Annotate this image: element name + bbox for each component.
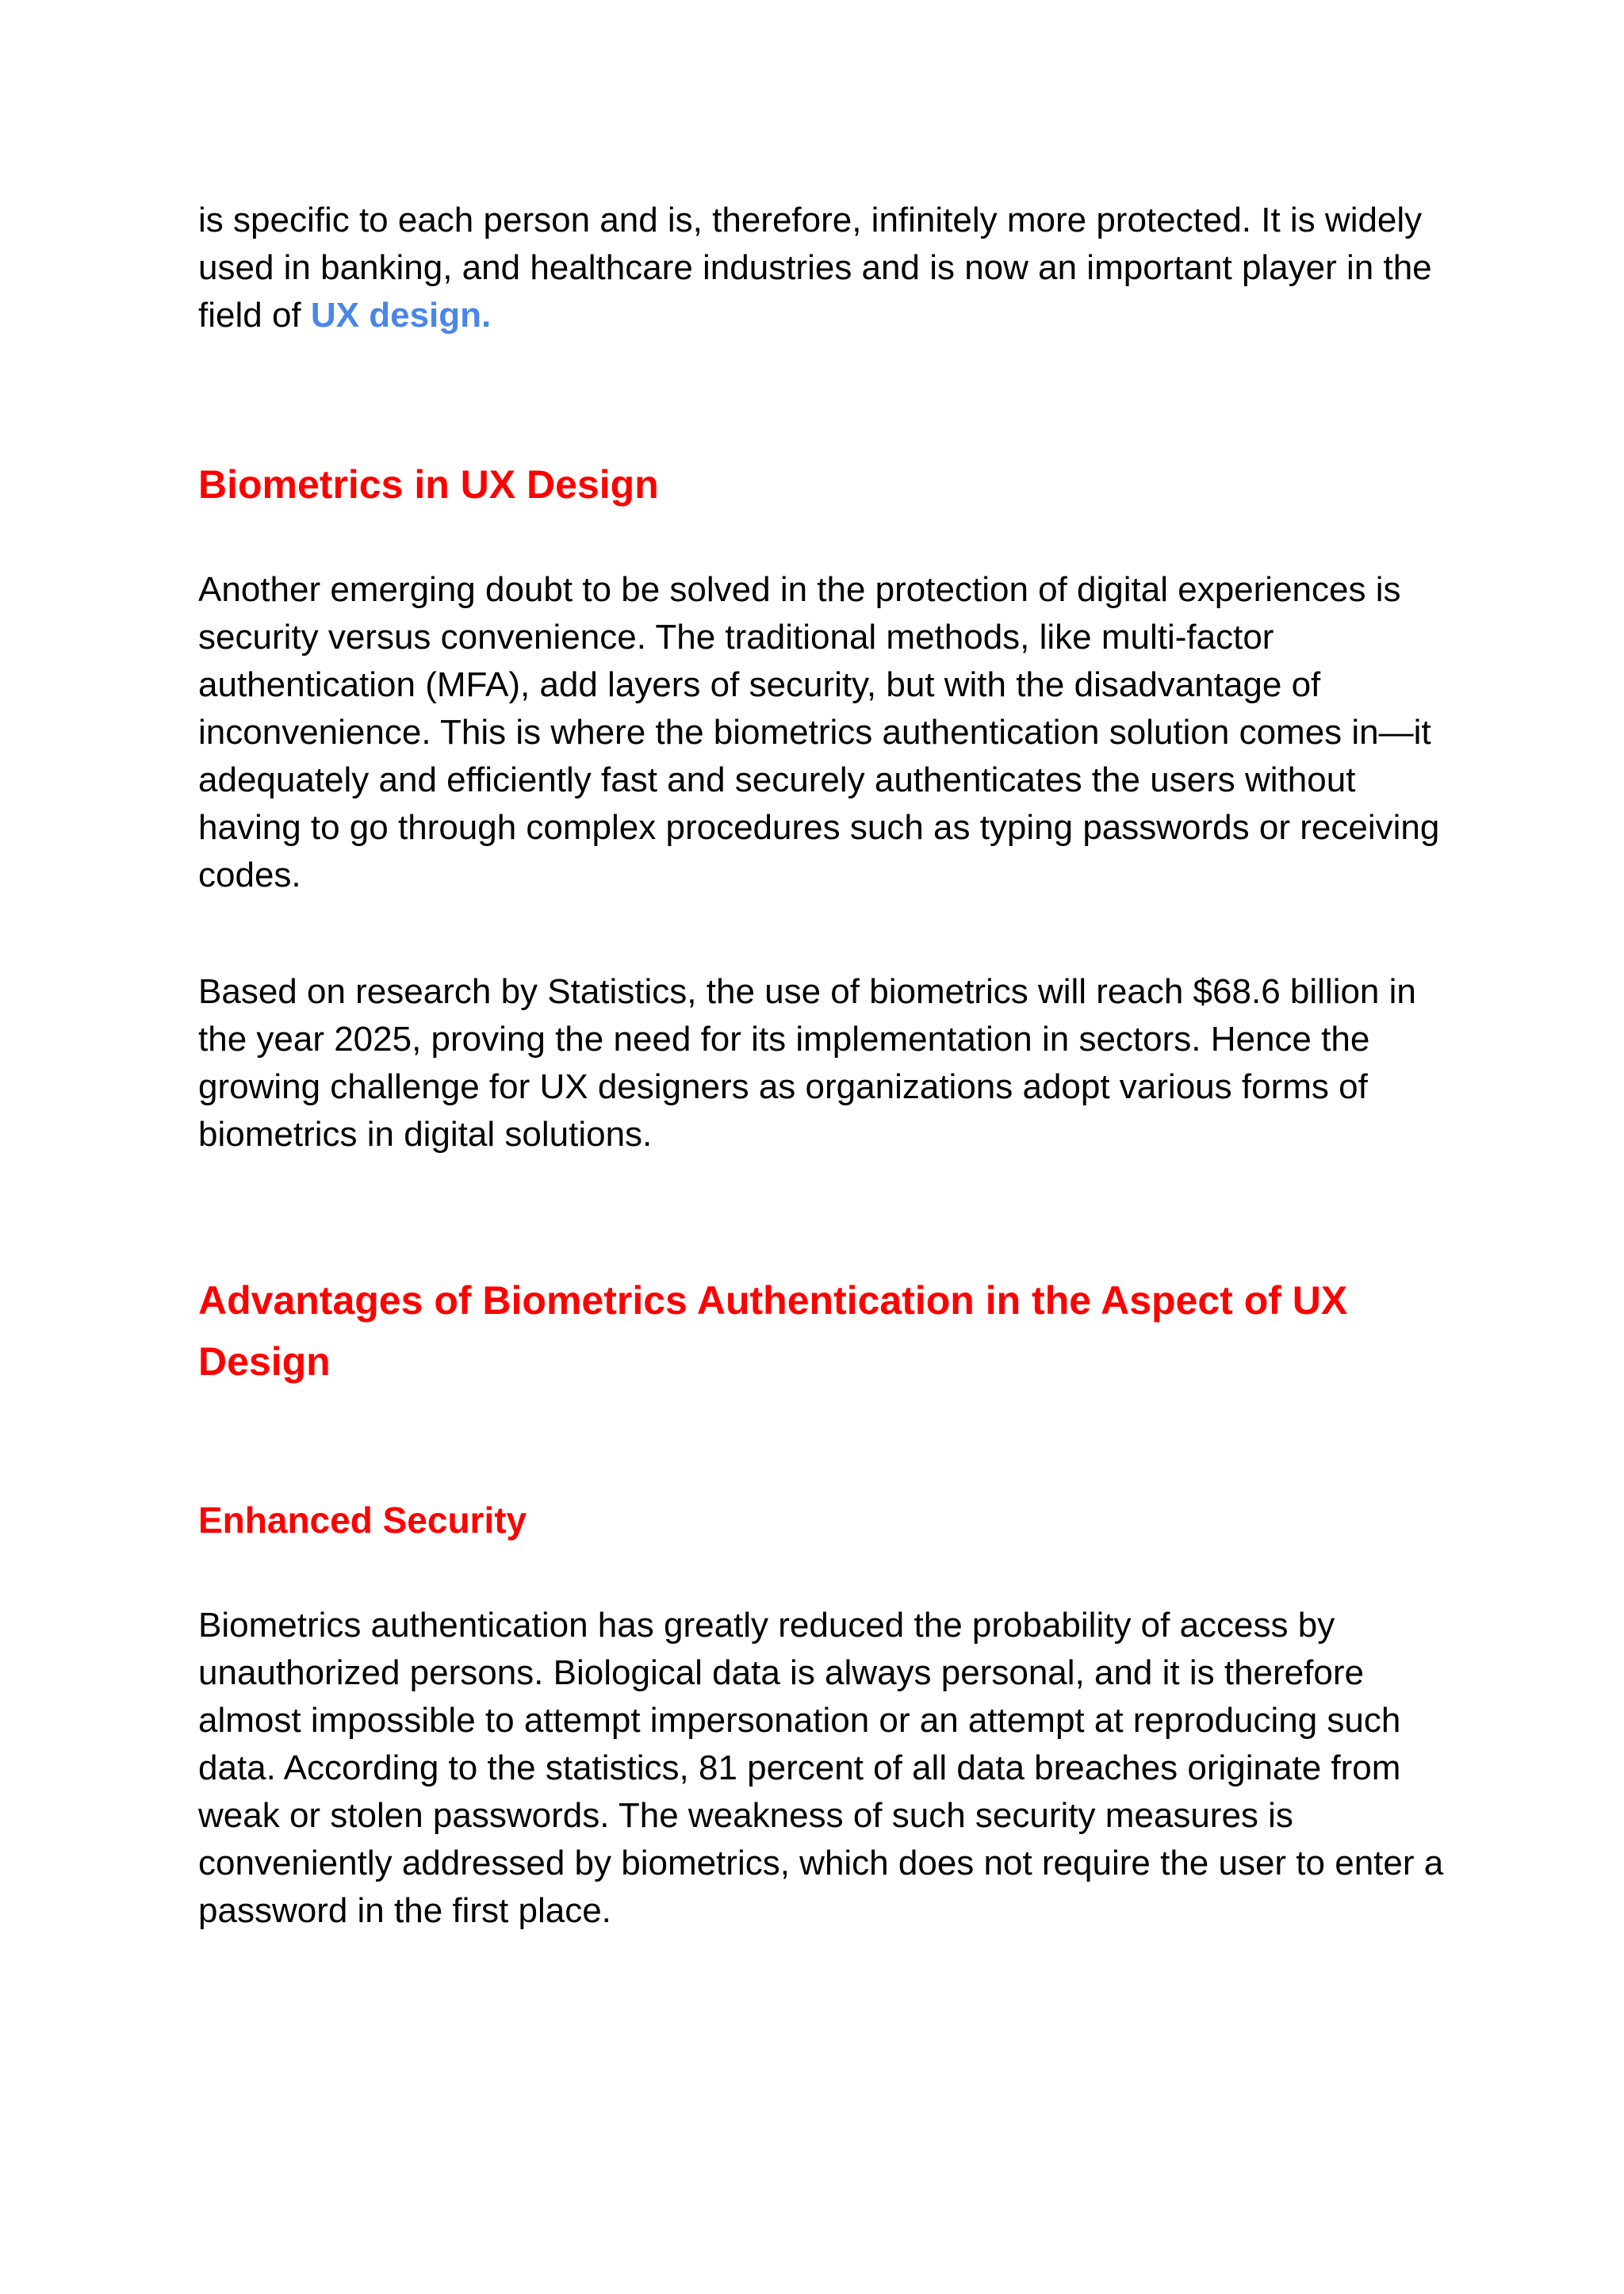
heading-biometrics-in-ux-design: Biometrics in UX Design <box>198 462 659 507</box>
ux-design-link[interactable]: UX design. <box>310 296 492 335</box>
biometrics-paragraph-2: Based on research by Statistics, the use of biometrics will reach $68.6 billion in the year 2025, proving the need for its implementation in sectors. Hence the growing challenge for UX designers as organizations adopt various forms of biometrics in digital solutions. <box>198 972 1416 1154</box>
heading-enhanced-security: Enhanced Security <box>198 1499 527 1541</box>
intro-text: is specific to each person and is, therefore, infinitely more protected. It is widely used in banking, and healthcare industries and is now an important player in the field of <box>198 201 1432 335</box>
intro-paragraph <box>198 197 1459 339</box>
heading-advantages: Advantages of Biometrics Authentication in the Aspect of UX Design <box>198 1278 1348 1384</box>
biometrics-paragraph-1: Another emerging doubt to be solved in the protection of digital experiences is security versus convenience. The traditional methods, like multi-factor authentication (MFA), add layers of security, but with the disadvantage of inconvenience. This is where the biometrics authentication solution comes in—it adequately and efficiently fast and securely authenticates the users without having to go through complex procedures such as typing passwords or receiving codes. <box>198 570 1440 894</box>
enhanced-security-paragraph: Biometrics authentication has greatly reduced the probability of access by unauthorized persons. Biological data is always personal, and it is therefore almost impossible to attempt impersonation or an attempt at reproducing such data. According to the statistics, 81 percent of all data breaches originate from weak or stolen passwords. The weakness of such security measures is conveniently addressed by biometrics, which does not require the user to enter a password in the first place. <box>198 1606 1444 1930</box>
